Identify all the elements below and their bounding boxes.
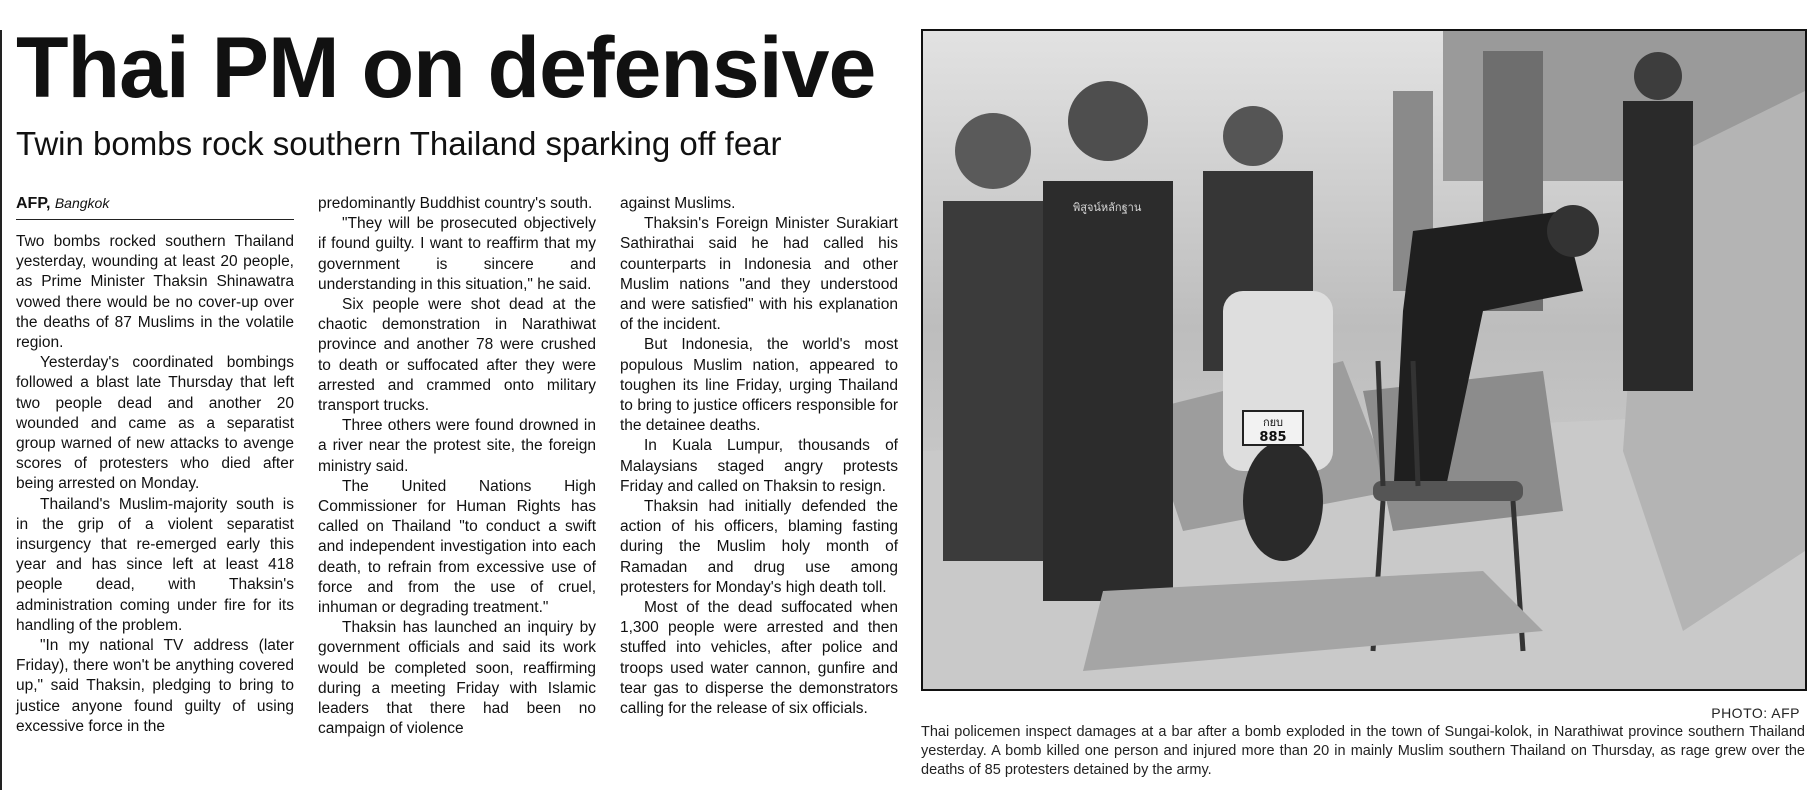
headline: Thai PM on defensive: [16, 20, 876, 116]
paragraph: Thaksin has launched an inquiry by government officials and said its work would be completed soon, reaffirming during a meeting Friday with Islamic leaders that there had been no campaign of violence: [318, 619, 596, 738]
paragraph: Yesterday's coordinated bombings followed a blast late Thursday that left two people dead and another 20 wounded and came as a separatist group warned of new attacks to avenge scores of protesters who died after being arrested on Monday.: [16, 354, 294, 493]
paragraph: Six people were shot dead at the chaotic demonstration in Narathiwat province and another 78 were crushed to death or suffocated after they were arrested and crammed onto military transport trucks.: [318, 296, 596, 415]
plate-text: กยบ: [1262, 416, 1284, 429]
paragraph: predominantly Buddhist country's south.: [318, 195, 593, 212]
paragraph: Two bombs rocked southern Thailand yesterday, wounding at least 20 people, as Prime Minister Thaksin Shinawatra vowed there would be no cover-up over the deaths of 87 Muslims in the volatile region.: [16, 233, 294, 352]
left-column-rule: [0, 30, 2, 790]
article-column-1: [16, 232, 294, 737]
article-column-3: [620, 194, 898, 719]
byline-location: Bangkok: [54, 195, 110, 211]
news-photo: [921, 29, 1807, 691]
paragraph: In Kuala Lumpur, thousands of Malaysians staged angry protests Friday and called on Thaksin to resign.: [620, 437, 898, 495]
paragraph: Thaksin had initially defended the action of his officers, blaming fasting during the Muslim holy month of Ramadan and drug use among protesters for Monday's high death toll.: [620, 498, 898, 596]
paragraph: Thailand's Muslim-majority south is in the grip of a violent separatist insurgency that re-emerged early this year and has since left at least 418 people dead, with Thaksin's administration coming under fire for its handling of the problem.: [16, 495, 294, 634]
vest-text: พิสูจน์หลักฐาน: [1073, 201, 1142, 214]
plate-number: 885: [1259, 430, 1287, 445]
byline: [16, 192, 294, 220]
paragraph: Thaksin's Foreign Minister Surakiart Sathirathai said he had called his counterparts in Indonesia and other Muslim nations "and they understood and were satisfied" with his explanation of the incident.: [620, 215, 898, 334]
article-column-2: [318, 194, 596, 739]
subheadline: Twin bombs rock southern Thailand sparking off fear: [16, 125, 782, 162]
paragraph: "In my national TV address (later Friday), there won't be anything covered up," said Thaksin, pledging to bring to justice anyone found guilty of using excessive force in the: [16, 637, 294, 735]
photo-caption: Thai policemen inspect damages at a bar after a bomb exploded in the town of Sungai-kolok, in Narathiwat province southern Thailand yesterday. A bomb killed one person and injured more than 20 in mainly Muslim southern Thailand on Thursday, as rage grew over the deaths of 85 protesters detained by the army.: [921, 724, 1805, 778]
paragraph: against Muslims.: [620, 195, 736, 212]
paragraph: But Indonesia, the world's most populous Muslim nation, appeared to toughen its line Friday, urging Thailand to bring to justice officers responsible for the detainee deaths.: [620, 336, 898, 435]
paragraph: The United Nations High Commissioner for Human Rights has called on Thailand "to conduct a swift and independent investigation into each death, to refrain from excessive use of force and from the use of cruel, inhuman or degrading treatment.": [318, 477, 596, 617]
photo-credit: PHOTO: AFP: [1711, 705, 1800, 721]
paragraph: "They will be prosecuted objectively if found guilty. I want to reaffirm that my government is sincere and understanding in this situation," he said.: [318, 215, 596, 293]
byline-agency: AFP,: [16, 195, 51, 212]
paragraph: Most of the dead suffocated when 1,300 people were arrested and then stuffed into vehicles, after police and troops used water cannon, gunfire and tear gas to disperse the demonstrators calling for the release of six officials.: [620, 599, 898, 718]
paragraph: Three others were found drowned in a river near the protest site, the foreign ministry said.: [318, 417, 596, 475]
